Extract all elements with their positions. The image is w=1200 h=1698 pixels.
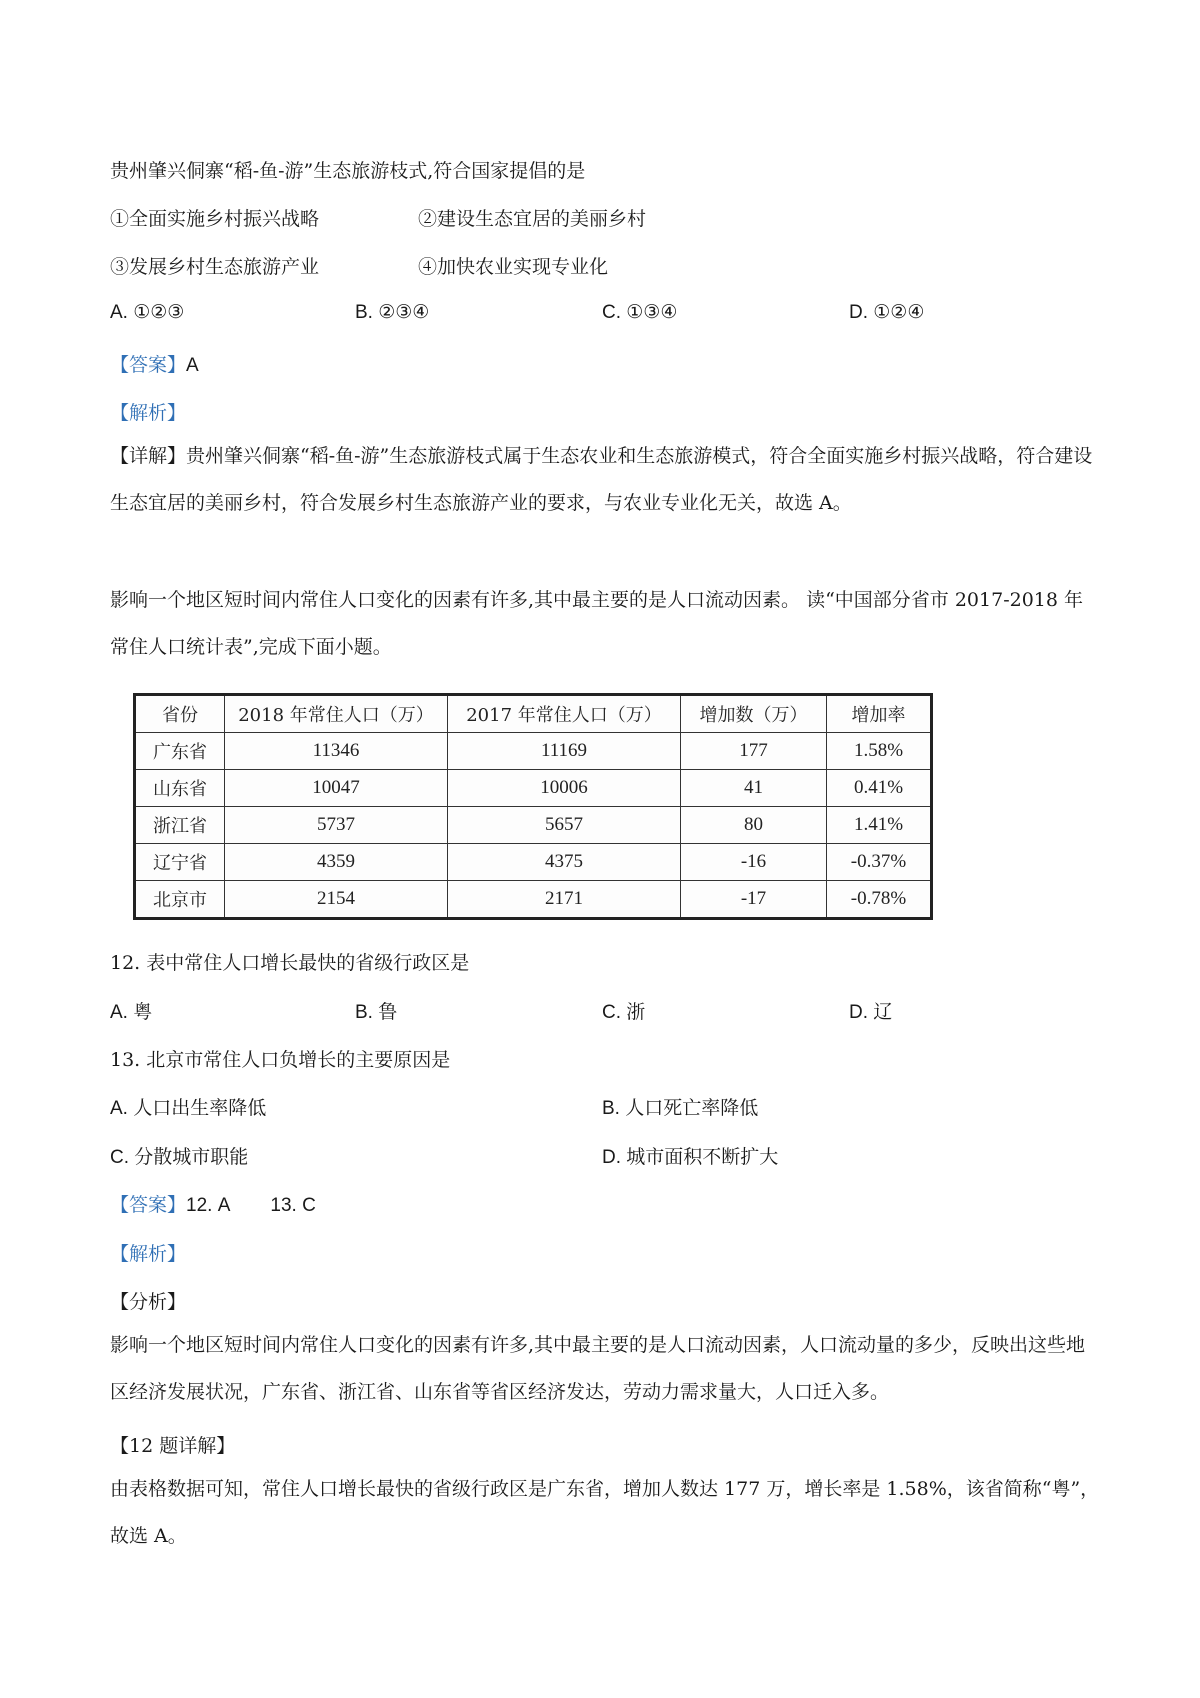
q13-option-b: B. 人口死亡率降低 (602, 1098, 759, 1119)
population-intro: 影响一个地区短时间内常住人口变化的因素有许多,其中最主要的是人口流动因素。 读“中国部分省市 2017-2018 年常住人口统计表”,完成下面小题。 (110, 589, 1084, 658)
fenxi-text: 影响一个地区短时间内常住人口变化的因素有许多,其中最主要的是人口流动因素，人口流动量的多少，反映出这些地区经济发展状况，广东省、浙江省、山东省等省区经济发达，劳动力需求量大，人口迁入多。 (110, 1334, 1086, 1403)
table-header: 2018 年常住人口（万） (225, 695, 448, 733)
table-row (135, 807, 932, 844)
detail12-text: 由表格数据可知，常住人口增长最快的省级行政区是广东省，增加人数达 177 万，增长率是 1.58%，该省简称“粤”，故选 A。 (110, 1478, 1100, 1547)
q1-item-4: ④加快农业实现专业化 (418, 256, 609, 278)
table-cell: -16 (681, 844, 827, 881)
q1-item-3: ③发展乡村生态旅游产业 (110, 256, 320, 278)
q1-stem: 贵州肇兴侗寨“稻-鱼-游”生态旅游枝式,符合国家提倡的是 (110, 160, 586, 182)
table-cell-province: 广东省 (135, 733, 225, 770)
fenxi-tag: 【分析】 (110, 1291, 187, 1313)
table-cell: 41 (681, 770, 827, 807)
table-cell: 5657 (448, 807, 681, 844)
answer-13: 13. C (270, 1195, 316, 1216)
table-cell: 0.41% (827, 770, 932, 807)
table-cell: -0.78% (827, 881, 932, 919)
table-cell: 2171 (448, 881, 681, 919)
table-cell: -17 (681, 881, 827, 919)
table-row (135, 733, 932, 770)
table-cell: 10047 (225, 770, 448, 807)
q1-option-b: B. ②③④ (355, 302, 430, 323)
table-cell: 80 (681, 807, 827, 844)
q1-answer (110, 350, 199, 377)
population-table (133, 693, 933, 920)
table-cell: -0.37% (827, 844, 932, 881)
table-cell: 4375 (448, 844, 681, 881)
q12-13-analysis-tag: 【解析】 (110, 1243, 187, 1265)
table-header: 2017 年常住人口（万） (448, 695, 681, 733)
table-cell: 1.58% (827, 733, 932, 770)
table-cell-province: 北京市 (135, 881, 225, 919)
answer-tag: 【答案】 (110, 1194, 187, 1216)
table-cell: 11169 (448, 733, 681, 770)
q12-option-a: A. 粤 (110, 1002, 153, 1023)
table-cell: 11346 (225, 733, 448, 770)
table-cell-province: 山东省 (135, 770, 225, 807)
q12-option-c: C. 浙 (602, 1002, 646, 1023)
table-cell: 177 (681, 733, 827, 770)
q12-13-answer (110, 1190, 316, 1217)
table-header-row (135, 695, 932, 733)
table-cell: 4359 (225, 844, 448, 881)
table-row (135, 844, 932, 881)
q1-item-2: ②建设生态宜居的美丽乡村 (418, 208, 647, 230)
table-header: 省份 (135, 695, 225, 733)
q1-option-c: C. ①③④ (602, 302, 678, 323)
q13-option-d: D. 城市面积不断扩大 (602, 1147, 779, 1168)
q13-option-c: C. 分散城市职能 (110, 1147, 249, 1168)
table-cell: 5737 (225, 807, 448, 844)
q13-option-a: A. 人口出生率降低 (110, 1098, 267, 1119)
table-row (135, 770, 932, 807)
q1-analysis-tag: 【解析】 (110, 402, 187, 424)
detail12-tag: 【12 题详解】 (110, 1435, 236, 1457)
table-cell-province: 辽宁省 (135, 844, 225, 881)
q12-option-d: D. 辽 (849, 1002, 893, 1023)
answer-tag: 【答案】 (110, 354, 187, 376)
q12-option-b: B. 鲁 (355, 1002, 398, 1023)
table-cell: 1.41% (827, 807, 932, 844)
table-row (135, 881, 932, 919)
table-header: 增加率 (827, 695, 932, 733)
q1-option-a: A. ①②③ (110, 302, 185, 323)
q1-option-d: D. ①②④ (849, 302, 925, 323)
q1-detail: 【详解】贵州肇兴侗寨“稻-鱼-游”生态旅游枝式属于生态农业和生态旅游模式，符合全面实施乡村振兴战略，符合建设生态宜居的美丽乡村，符合发展乡村生态旅游产业的要求，与农业专业化无关，故选 A。 (110, 445, 1093, 514)
q1-item-1: ①全面实施乡村振兴战略 (110, 208, 320, 230)
table-header: 增加数（万） (681, 695, 827, 733)
answer-value: A (186, 355, 199, 376)
table-cell: 2154 (225, 881, 448, 919)
q13-stem: 13. 北京市常住人口负增长的主要原因是 (110, 1049, 451, 1071)
answer-12: 12. A (186, 1195, 231, 1216)
table-cell: 10006 (448, 770, 681, 807)
table-cell-province: 浙江省 (135, 807, 225, 844)
q12-stem: 12. 表中常住人口增长最快的省级行政区是 (110, 952, 470, 974)
